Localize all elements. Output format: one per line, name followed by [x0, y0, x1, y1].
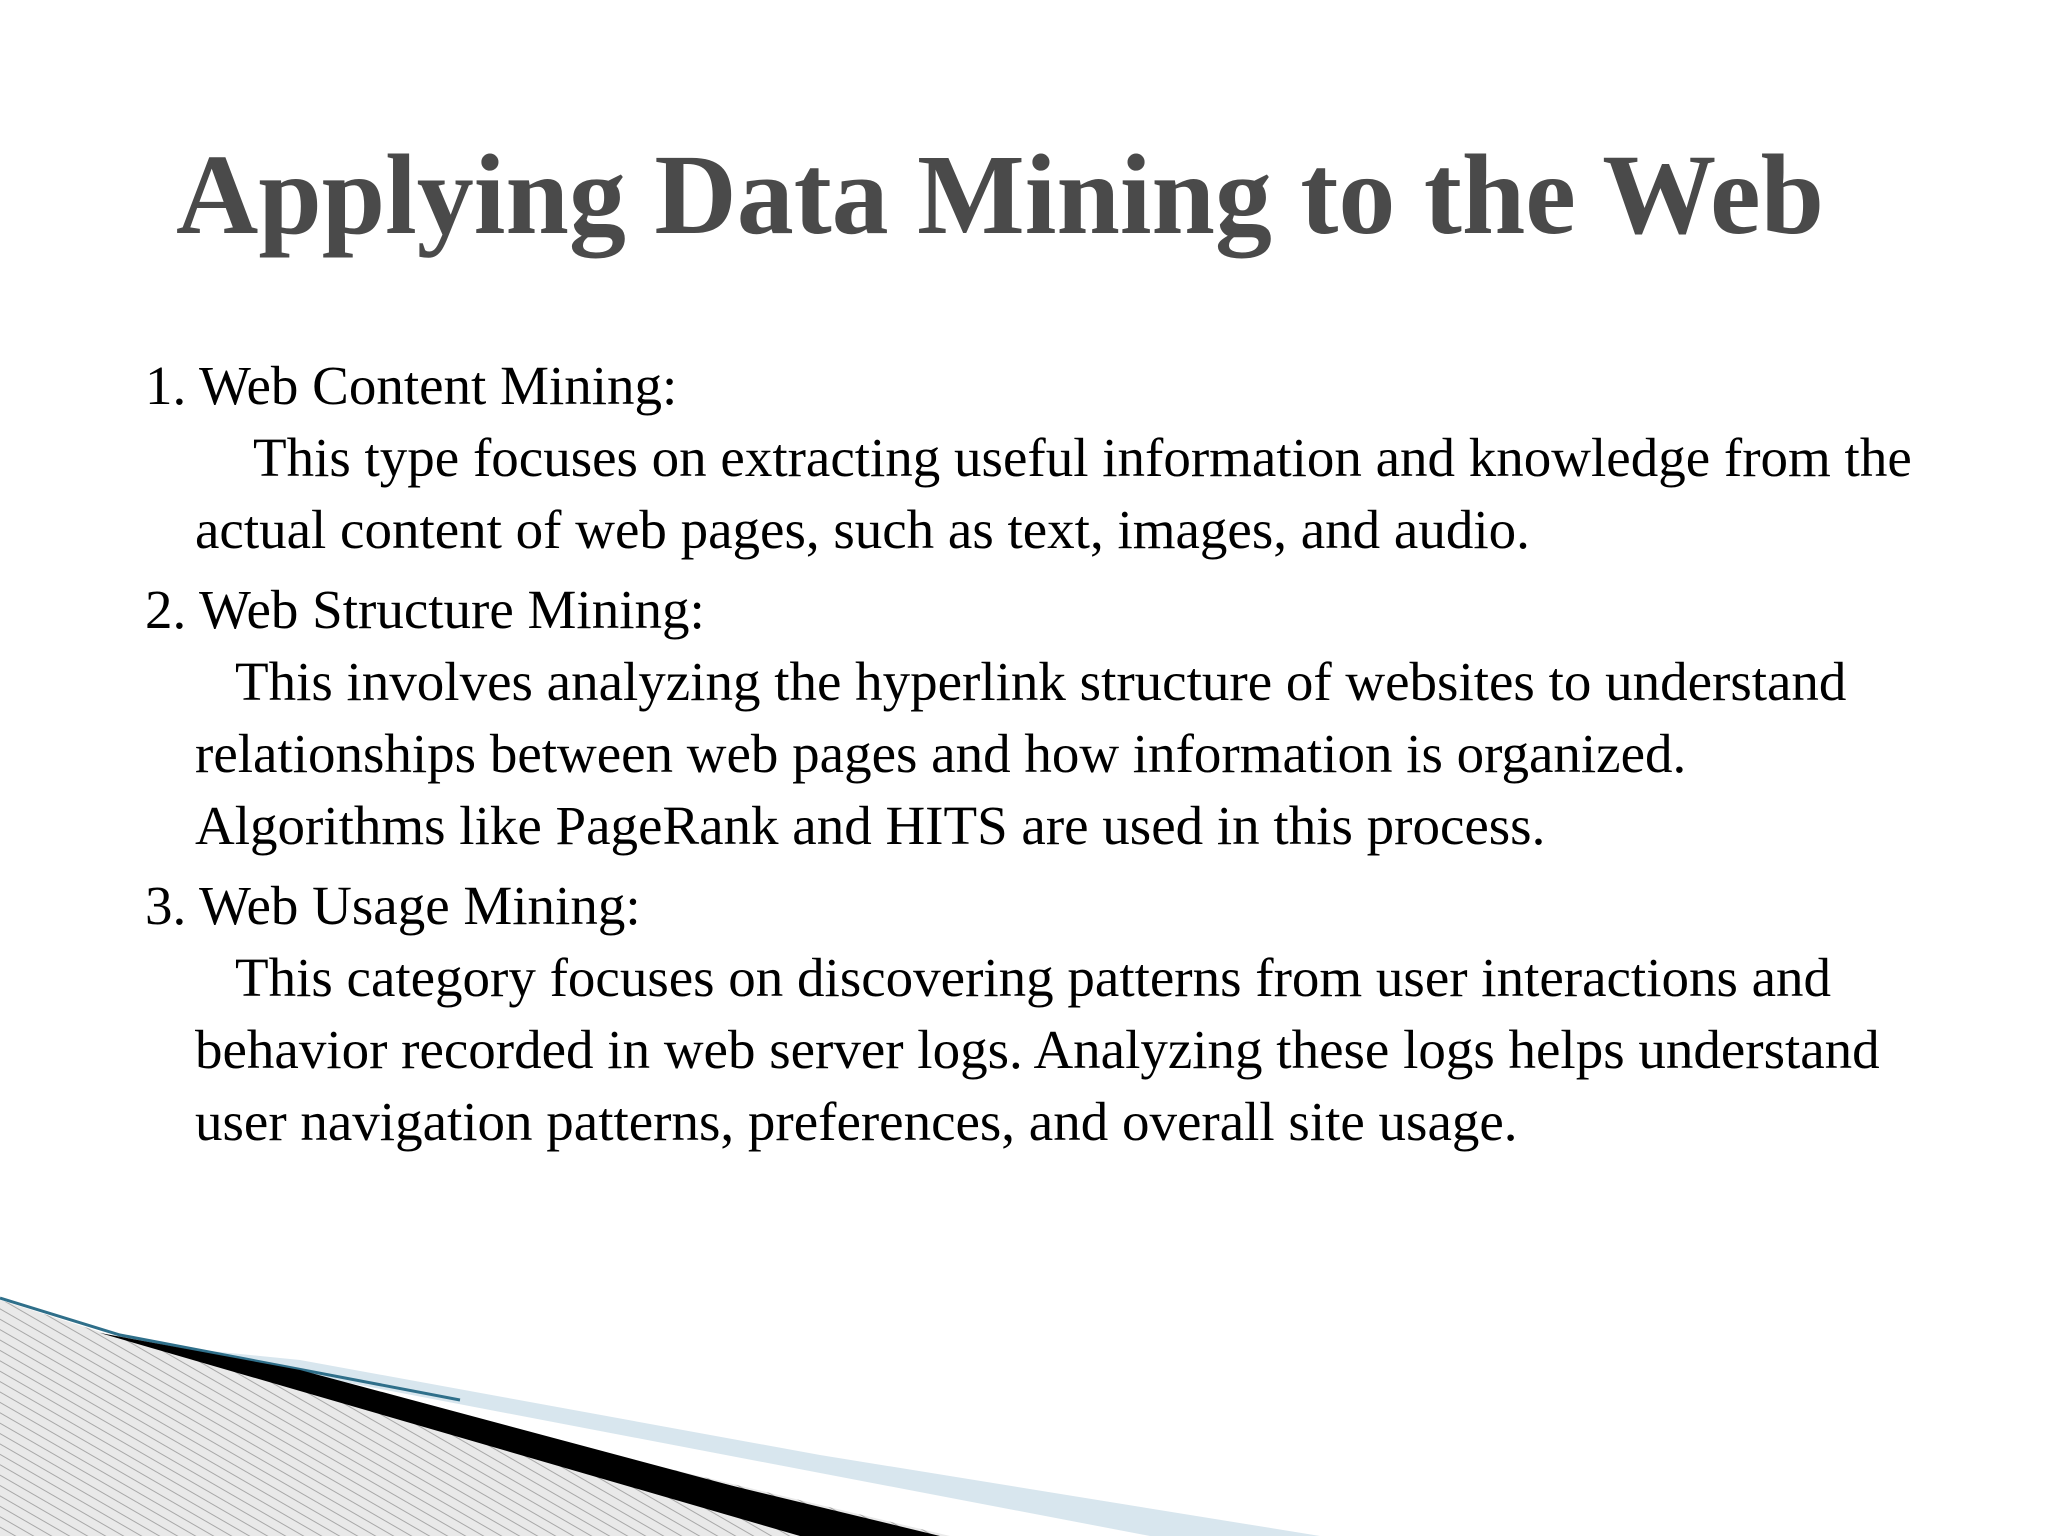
section-description: This involves analyzing the hyperlink structure of websites to understand relationships between web pages and how information is organized. Algorithms like PageRank and HITS are used in this process. — [195, 651, 1847, 856]
light-blue-swoosh — [150, 1345, 1320, 1536]
black-swoosh-body — [100, 1333, 920, 1536]
hatched-wedge — [0, 1300, 950, 1536]
section-description: This category focuses on discovering patterns from user interactions and behavior recorded in web server logs. Analyzing these logs helps understand user navigation patterns, preferences, and overall site usage. — [195, 947, 1880, 1152]
section-heading: 2. Web Structure Mining: — [145, 579, 705, 640]
teal-line — [0, 1298, 460, 1400]
slide-title: Applying Data Mining to the Web — [176, 131, 1824, 258]
section-heading: 1. Web Content Mining: — [145, 355, 678, 416]
slide-body — [145, 350, 1945, 1166]
section-usage-mining — [145, 870, 1945, 1158]
black-swoosh — [100, 1333, 940, 1536]
section-description: This type focuses on extracting useful information and knowledge from the actual content of web pages, such as text, images, and audio. — [195, 427, 1912, 560]
section-structure-mining — [145, 574, 1945, 862]
section-content-mining — [145, 350, 1945, 566]
section-heading: 3. Web Usage Mining: — [145, 875, 641, 936]
